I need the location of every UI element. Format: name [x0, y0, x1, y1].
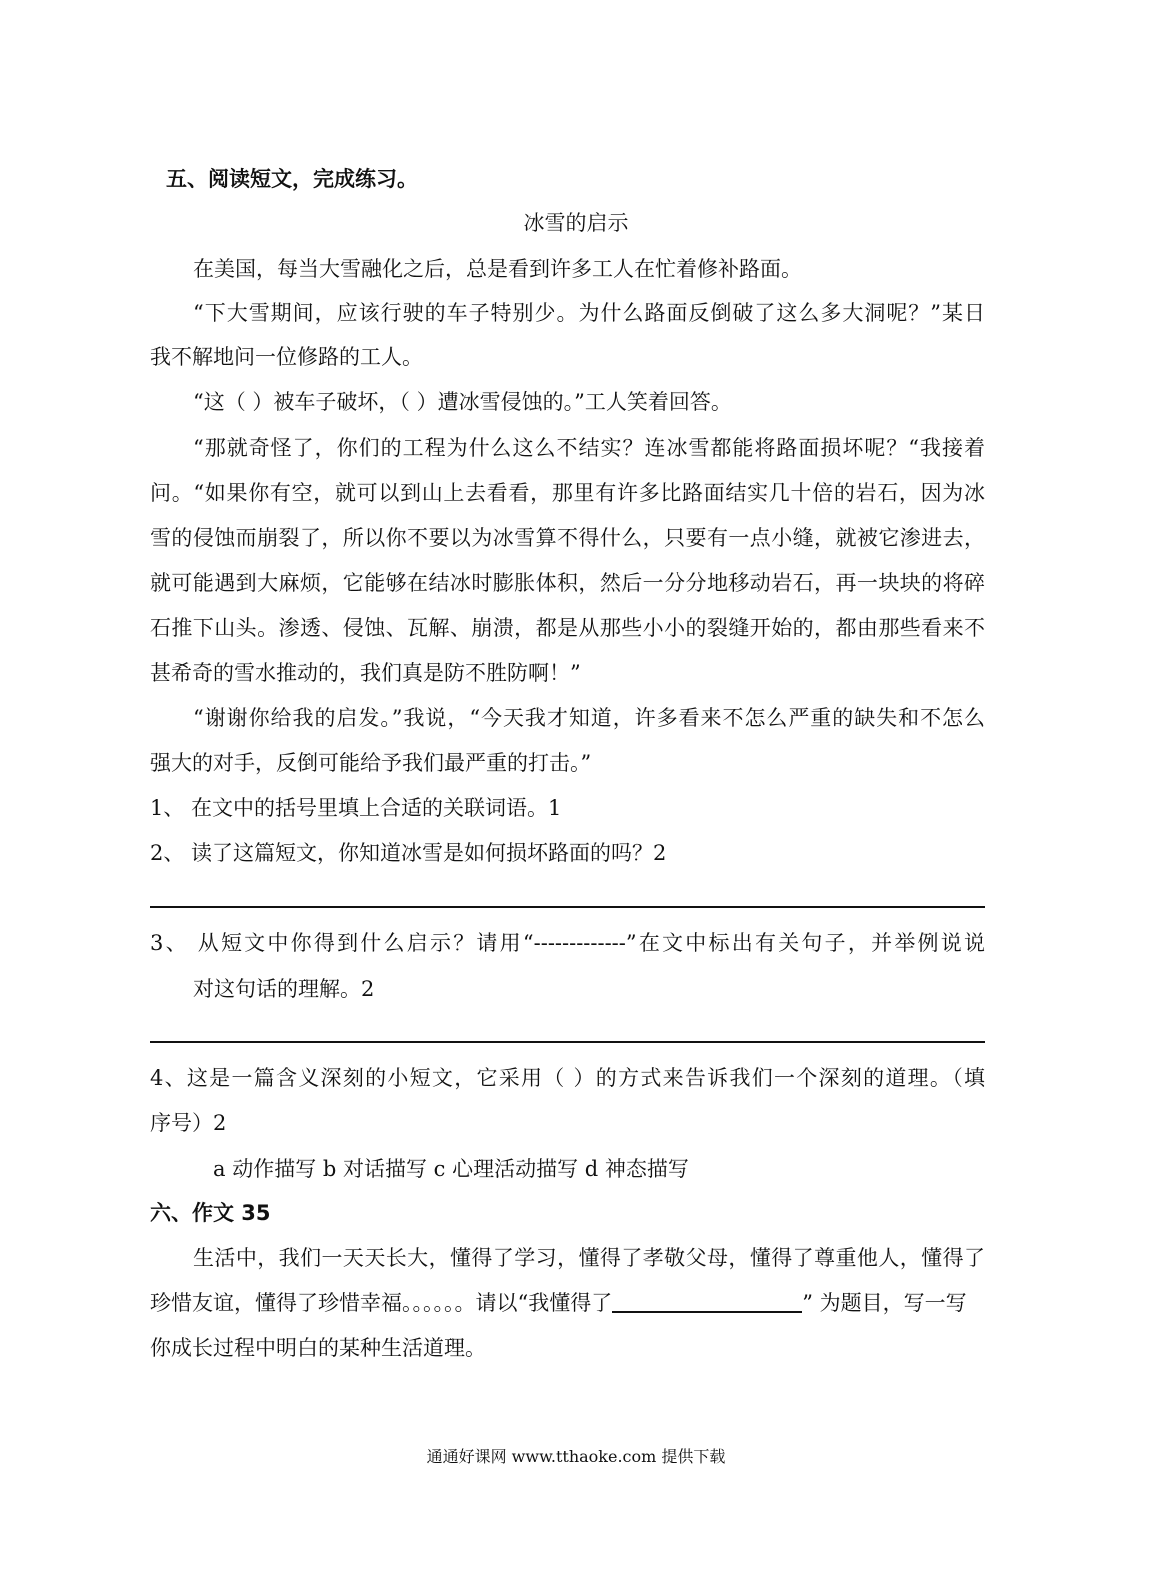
composition-line-2 [150, 1289, 985, 1317]
question-3-line-2: 对这句话的理解。2 [193, 977, 375, 1001]
section-6-heading: 六、作文 35 [150, 1201, 271, 1225]
paragraph-4-line-1: “那就奇怪了，你们的工程为什么这么不结实？连冰雪都能将路面损坏呢？“我接着 [193, 436, 985, 460]
composition-line-2-suffix: ” 为题目，写一写 [802, 1291, 967, 1315]
composition-line-2-prefix: 珍惜友谊，懂得了珍惜幸福。。。。。。请以“我懂得了 [150, 1291, 613, 1315]
composition-line-1: 生活中，我们一天天长大，懂得了学习，懂得了孝敬父母，懂得了尊重他人，懂得了 [193, 1246, 985, 1270]
answer-line-3 [150, 1041, 985, 1043]
composition-line-3: 你成长过程中明白的某种生活道理。 [150, 1336, 486, 1360]
paragraph-4-line-2: 问。“如果你有空，就可以到山上去看看，那里有许多比路面结实几十倍的岩石，因为冰 [150, 481, 985, 505]
paragraph-4-line-3: 雪的侵蚀而崩裂了，所以你不要以为冰雪算不得什么，只要有一点小缝，就被它渗进去， [150, 526, 985, 550]
paragraph-4-line-4: 就可能遇到大麻烦，它能够在结冰时膨胀体积，然后一分分地移动岩石，再一块块的将碎 [150, 571, 985, 595]
paragraph-2-line-1: “下大雪期间，应该行驶的车子特别少。为什么路面反倒破了这么多大洞呢？”某日 [193, 301, 985, 325]
question-4-options: a 动作描写 b 对话描写 c 心理活动描写 d 神态描写 [213, 1157, 689, 1181]
answer-line-2 [150, 906, 985, 908]
question-4-line-2: 序号）2 [150, 1111, 227, 1135]
question-4-line-1: 4、这是一篇含义深刻的小短文，它采用（ ）的方式来告诉我们一个深刻的道理。（填 [150, 1066, 985, 1090]
paragraph-2-line-2: 我不解地问一位修路的工人。 [150, 345, 423, 369]
section-5-heading: 五、阅读短文，完成练习。 [166, 167, 418, 191]
title-blank [612, 1291, 802, 1313]
question-2: 2、 读了这篇短文，你知道冰雪是如何损坏路面的吗？2 [150, 841, 667, 865]
question-1: 1、 在文中的括号里填上合适的关联词语。1 [150, 796, 562, 820]
paragraph-1: 在美国，每当大雪融化之后，总是看到许多工人在忙着修补路面。 [193, 257, 802, 281]
paragraph-4-line-5: 石推下山头。渗透、侵蚀、瓦解、崩溃，都是从那些小小的裂缝开始的，都由那些看来不 [150, 616, 985, 640]
paragraph-5-line-1: “谢谢你给我的启发。”我说，“今天我才知道，许多看来不怎么严重的缺失和不怎么 [193, 706, 985, 730]
page-footer: 通通好课网 www.tthaoke.com 提供下载 [426, 1447, 726, 1466]
paragraph-3: “这（ ）被车子破坏，（ ）遭冰雪侵蚀的。”工人笑着回答。 [193, 390, 732, 414]
paragraph-4-line-6: 甚希奇的雪水推动的，我们真是防不胜防啊！” [150, 661, 581, 685]
question-3-line-1: 3、 从短文中你得到什么启示？请用“-------------”在文中标出有关句子，并举例说说 [150, 931, 985, 955]
paragraph-5-line-2: 强大的对手，反倒可能给予我们最严重的打击。” [150, 751, 592, 775]
story-title: 冰雪的启示 [523, 211, 629, 235]
